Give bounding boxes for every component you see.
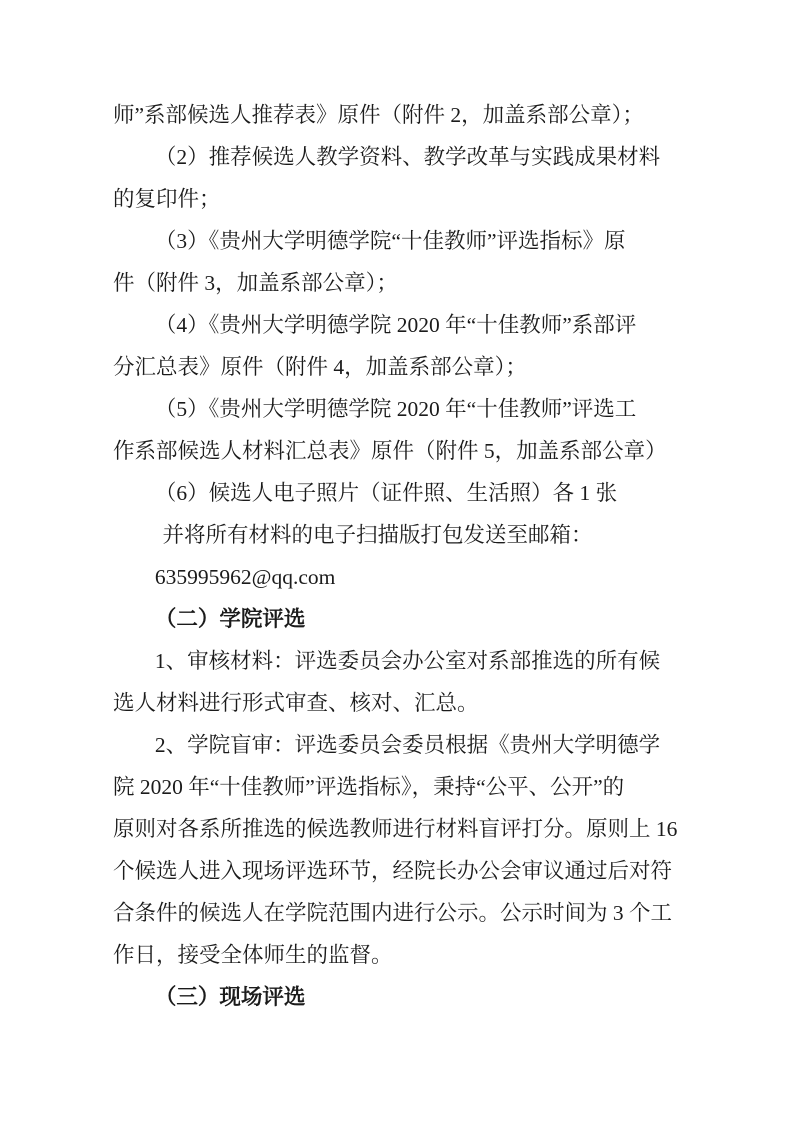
document-body (113, 94, 683, 1018)
doc-line-continuation: 作日，接受全体师生的监督。 (113, 943, 393, 967)
doc-line-item-5: （5）《贵州大学明德学院 2020 年“十佳教师”评选工 (154, 397, 637, 421)
doc-line-continuation: 作系部候选人材料汇总表》原件（附件 5，加盖系部公章） (113, 439, 667, 463)
doc-line-continuation: 件（附件 3，加盖系部公章）； (113, 271, 398, 295)
doc-line-continuation: 个候选人进入现场评选环节，经院长办公会审议通过后对符 (113, 859, 673, 883)
doc-line-step-2: 2、学院盲审：评选委员会委员根据《贵州大学明德学 (154, 733, 661, 757)
doc-line-email-intro: 并将所有材料的电子扫描版打包发送至邮箱： (162, 523, 593, 547)
doc-line-item-3: （3）《贵州大学明德学院“十佳教师”评选指标》原 (154, 229, 626, 253)
doc-line-continuation: 分汇总表》原件（附件 4，加盖系部公章）； (113, 355, 527, 379)
doc-line-continuation: 院 2020 年“十佳教师”评选指标》，秉持“公平、公开”的 (113, 775, 625, 799)
doc-line-item-6: （6）候选人电子照片（证件照、生活照）各 1 张 (154, 481, 618, 505)
doc-line-continuation: 原则对各系所推选的候选教师进行材料盲评打分。原则上 16 (113, 817, 678, 841)
doc-line-continuation: 的复印件； (113, 187, 221, 211)
doc-line-continuation: 选人材料进行形式审查、核对、汇总。 (113, 691, 479, 715)
section-heading-college-review: （二）学院评选 (154, 607, 306, 631)
email-address: 635995962@qq.com (154, 565, 336, 589)
doc-line-item-4: （4）《贵州大学明德学院 2020 年“十佳教师”系部评 (154, 313, 637, 337)
doc-line-step-1: 1、审核材料：评选委员会办公室对系部推选的所有候 (154, 649, 661, 673)
doc-line-continuation: 师”系部候选人推荐表》原件（附件 2，加盖系部公章）； (113, 103, 644, 127)
doc-line-item-2: （2）推荐候选人教学资料、教学改革与实践成果材料 (154, 145, 661, 169)
doc-line-continuation: 合条件的候选人在学院范围内进行公示。公示时间为 3 个工 (113, 901, 673, 925)
section-heading-onsite-review: （三）现场评选 (154, 985, 306, 1009)
